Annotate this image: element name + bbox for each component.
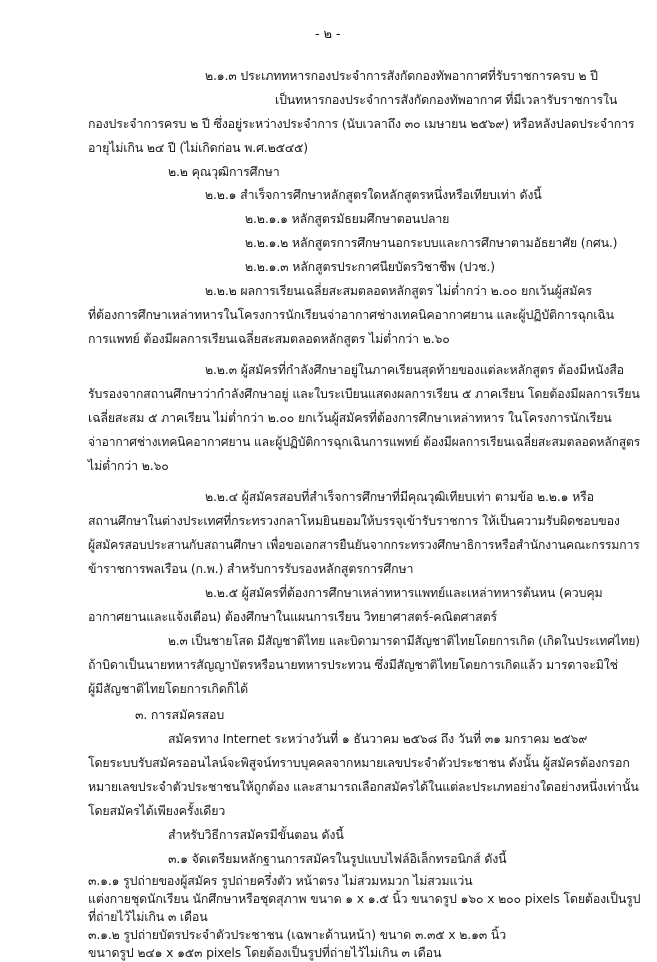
text-line: ผู้มีสัญชาติไทยโดยการเกิดก็ได้	[88, 681, 248, 696]
text-line: สมัครทาง Internet ระหว่างวันที่ ๑ ธันวาคม ๒๕๖๘ ถึง วันที่ ๓๑ มกราคม ๒๕๖๙	[168, 731, 588, 746]
text-line: ๒.๓ เป็นชายโสด มีสัญชาติไทย และบิดามารดามีสัญชาติไทยโดยการเกิด (เกิดในประเทศไทย)	[168, 633, 640, 648]
text-line: โดยระบบรับสมัครออนไลน์จะพิสูจน์ทราบบุคคลจากหมายเลขประจำตัวประชาชน ดังนั้น ผู้สมัครต้องกรอก	[88, 755, 630, 770]
text-line: เฉลี่ยสะสม ๕ ภาคเรียน ไม่ต่ำกว่า ๒.๐๐ ยกเว้นผู้สมัครที่ต้องการศึกษาเหล่าทหาร ในโครงการนักเรียน	[88, 410, 612, 425]
text-line: ที่ถ่ายไว้ไม่เกิน ๓ เดือน	[88, 909, 208, 924]
text-line: ที่ต้องการศึกษาเหล่าทหารในโครงการนักเรียนจ่าอากาศช่างเทคนิคอากาศยาน และผู้ปฏิบัติการฉุกเฉิน	[88, 307, 614, 322]
text-line: ๒.๑.๓ ประเภททหารกองประจำการสังกัดกองทัพอากาศที่รับราชการครบ ๒ ปี	[205, 68, 598, 83]
text-line: ๒.๒.๓ ผู้สมัครที่กำลังศึกษาอยู่ในภาคเรียนสุดท้ายของแต่ละหลักสูตร ต้องมีหนังสือ	[205, 362, 624, 377]
page-number: - ๒ -	[315, 27, 341, 42]
continued-text-block	[88, 872, 640, 962]
text-line: ขนาดรูป ๒๔๑ x ๑๕๓ pixels โดยต้องเป็นรูปที่ถ่ายไว้ไม่เกิน ๓ เดือน	[88, 945, 442, 960]
text-line: ๒.๒.๕ ผู้สมัครที่ต้องการศึกษาเหล่าทหารแพทย์และเหล่าทหารต้นหน (ควบคุม	[205, 585, 603, 600]
section-heading: ๓. การสมัครสอบ	[135, 707, 225, 722]
text-line: โดยสมัครได้เพียงครั้งเดียว	[88, 803, 226, 818]
text-line: ๓.๑.๑ รูปถ่ายของผู้สมัคร รูปถ่ายครึ่งตัว หน้าตรง ไม่สวมหมวก ไม่สวมแว่น	[88, 873, 473, 888]
text-line: ๒.๒.๑.๒ หลักสูตรการศึกษานอกระบบและการศึกษาตามอัธยาศัย (กศน.)	[245, 235, 618, 250]
text-line: แต่งกายชุดนักเรียน นักศึกษาหรือชุดสุภาพ ขนาด ๑ x ๑.๕ นิ้ว ขนาดรูป ๑๖๐ x ๒๐๐ pixels โดยต้องเป็นรูป	[88, 891, 641, 906]
text-line: เป็นทหารกองประจำการสังกัดกองทัพอากาศ ที่มีเวลารับราชการใน	[275, 92, 618, 107]
text-line: สำหรับวิธีการสมัครมีขั้นตอน ดังนี้	[168, 827, 344, 842]
text-line: ๓.๑.๒ รูปถ่ายบัตรประจำตัวประชาชน (เฉพาะด้านหน้า) ขนาด ๓.๓๕ x ๒.๑๓ นิ้ว	[88, 927, 507, 942]
text-line: ๒.๒.๑ สำเร็จการศึกษาหลักสูตรใดหลักสูตรหนึ่งหรือเทียบเท่า ดังนี้	[205, 187, 542, 202]
text-line: สถานศึกษาในต่างประเทศที่กระทรวงกลาโหมยินยอมให้บรรจุเข้ารับราชการ ให้เป็นความรับผิดชอบของ	[88, 513, 620, 528]
text-line: อากาศยานและแจ้งเตือน) ต้องศึกษาในแผนการเรียน วิทยาศาสตร์-คณิตศาสตร์	[88, 609, 497, 624]
section-heading: ๒.๒ คุณวุฒิการศึกษา	[168, 164, 280, 179]
text-line: จ่าอากาศช่างเทคนิคอากาศยาน และผู้ปฏิบัติการฉุกเฉินการแพทย์ ต้องมีผลการเรียนเฉลี่ยสะสมตลอดหลักสูตร	[88, 434, 641, 449]
text-line: ๒.๒.๑.๑ หลักสูตรมัธยมศึกษาตอนปลาย	[245, 211, 450, 226]
text-line: ๒.๒.๒ ผลการเรียนเฉลี่ยสะสมตลอดหลักสูตร ไม่ต่ำกว่า ๒.๐๐ ยกเว้นผู้สมัคร	[205, 283, 592, 298]
text-line: ๒.๒.๔ ผู้สมัครสอบที่สำเร็จการศึกษาที่มีคุณวุฒิเทียบเท่า ตามข้อ ๒.๒.๑ หรือ	[205, 489, 594, 504]
text-line: ถ้าบิดาเป็นนายทหารสัญญาบัตรหรือนายทหารประทวน ซึ่งมีสัญชาติไทยโดยการเกิดแล้ว มารดาจะมิใช่	[88, 657, 618, 672]
text-line: รับรองจากสถานศึกษาว่ากำลังศึกษาอยู่ และใบระเบียนแสดงผลการเรียน ๕ ภาคเรียน โดยต้องมีผลการเรียน	[88, 386, 640, 401]
text-line: การแพทย์ ต้องมีผลการเรียนเฉลี่ยสะสมตลอดหลักสูตร ไม่ต่ำกว่า ๒.๖๐	[88, 331, 450, 346]
text-line: ๒.๒.๑.๓ หลักสูตรประกาศนียบัตรวิชาชีพ (ปวช.)	[245, 259, 495, 274]
text-line: ข้าราชการพลเรือน (ก.พ.) สำหรับการรับรองหลักสูตรการศึกษา	[88, 561, 414, 576]
text-line: ไม่ต่ำกว่า ๒.๖๐	[88, 458, 169, 473]
text-line: ผู้สมัครสอบประสานกับสถานศึกษา เพื่อขอเอกสารยืนยันจากกระทรวงศึกษาธิการหรือสำนักงานคณะกรรมการ	[88, 537, 640, 552]
text-line: หมายเลขประจำตัวประชาชนให้ถูกต้อง และสามารถเลือกสมัครได้ในแต่ละประเภทอย่างใดอย่างหนึ่งเท่านั้น	[88, 779, 639, 794]
text-line: กองประจำการครบ ๒ ปี ซึ่งอยู่ระหว่างประจำการ (นับเวลาถึง ๓๐ เมษายน ๒๕๖๙) หรือหลังปลดประจำการ	[88, 116, 635, 131]
text-line: อายุไม่เกิน ๒๔ ปี (ไม่เกิดก่อน พ.ศ.๒๕๔๕)	[88, 140, 308, 155]
text-line: ๓.๑ จัดเตรียมหลักฐานการสมัครในรูปแบบไฟล์อิเล็กทรอนิกส์ ดังนี้	[168, 851, 507, 866]
